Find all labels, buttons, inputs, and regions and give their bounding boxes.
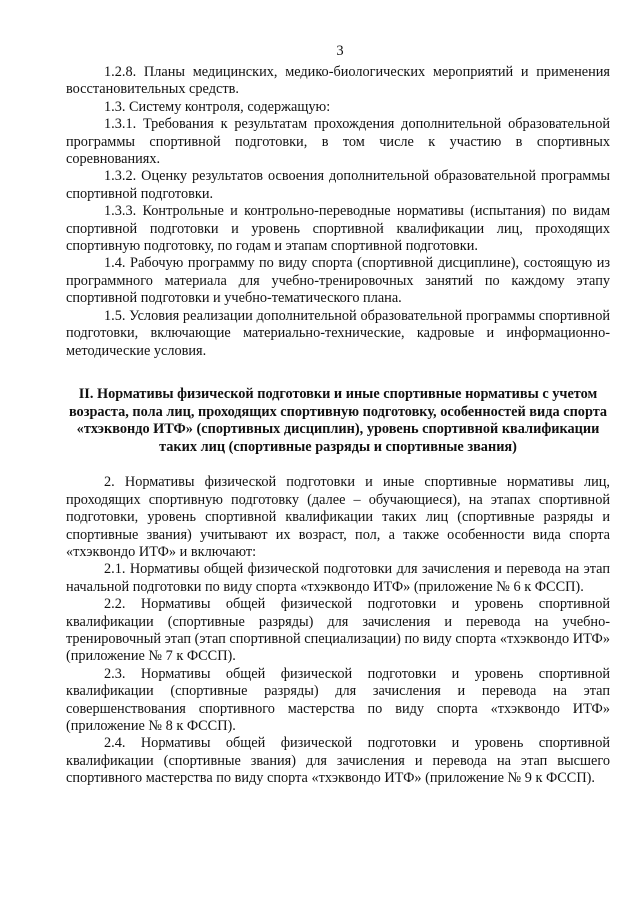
paragraph-2-3: 2.3. Нормативы общей физической подготовки и уровень спортивной квалификации (спортивные разряды) для зачисления и перевода на этап совершенствования спортивного мастерства по виду спорта «тхэквондо ИТФ» (приложение № 8 к ФССП). (66, 665, 610, 734)
paragraph-1-3-3: 1.3.3. Контрольные и контрольно-переводные нормативы (испытания) по видам спортивной подготовки и уровень спортивной квалификации лиц, проходящих спортивную подготовку, по годам и этапам спортивной подготовки. (66, 203, 610, 255)
page-number: 3 (336, 43, 344, 59)
paragraph-1-3-1: 1.3.1. Требования к результатам прохождения дополнительной образовательной программы спортивной подготовки, в том числе к участию в спортивных соревнованиях. (66, 116, 610, 168)
paragraph-1-3: 1.3. Систему контроля, содержащую: (104, 98, 331, 115)
paragraph-2-1: 2.1. Нормативы общей физической подготовки для зачисления и перевода на этап начальной подготовки по виду спорта «тхэквондо ИТФ» (приложение № 6 к ФССП). (66, 561, 610, 595)
paragraph-2: 2. Нормативы физической подготовки и иные спортивные нормативы лиц, проходящих спортивную подготовку (далее – обучающиеся), на этапах спортивной подготовки, уровень спортивной квалификации таких лиц (спортивные разряды и спортивные звания) учитывают их возраст, пол, а также особенности вида спорта «тхэквондо ИТФ» и включают: (66, 474, 610, 560)
document-body (66, 64, 610, 788)
paragraph-2-2: 2.2. Нормативы общей физической подготовки и уровень спортивной квалификации (спортивные разряды) для зачисления и перевода на учебно-тренировочный этап (этап спортивной специализации) по виду спорта «тхэквондо ИТФ» (приложение № 7 к ФССП). (66, 596, 610, 665)
section-heading: II. Нормативы физической подготовки и иные спортивные нормативы с учетом возраста, пола лиц, проходящих спортивную подготовку, особенностей вида спорта «тхэквондо ИТФ» (спортивных дисциплин), уровень спортивной квалификации таких лиц (спортивные разряды и спортивные звания) (68, 385, 608, 455)
paragraph-1-2-8: 1.2.8. Планы медицинских, медико-биологических мероприятий и применения восстановительных средств. (66, 64, 610, 98)
paragraph-2-4: 2.4. Нормативы общей физической подготовки и уровень спортивной квалификации (спортивные звания) для зачисления и перевода на этап высшего спортивного мастерства по виду спорта «тхэквондо ИТФ» (приложение № 9 к ФССП). (66, 735, 610, 787)
paragraph-1-3-2: 1.3.2. Оценку результатов освоения дополнительной образовательной программы спортивной подготовки. (66, 168, 610, 202)
paragraph-1-5: 1.5. Условия реализации дополнительной образовательной программы спортивной подготовки, включающие материально-технические, кадровые и информационно-методические условия. (66, 307, 610, 359)
paragraph-1-4: 1.4. Рабочую программу по виду спорта (спортивной дисциплине), состоящую из программного материала для учебно-тренировочных занятий по каждому этапу спортивной подготовки и учебно-тематического плана. (66, 255, 610, 307)
